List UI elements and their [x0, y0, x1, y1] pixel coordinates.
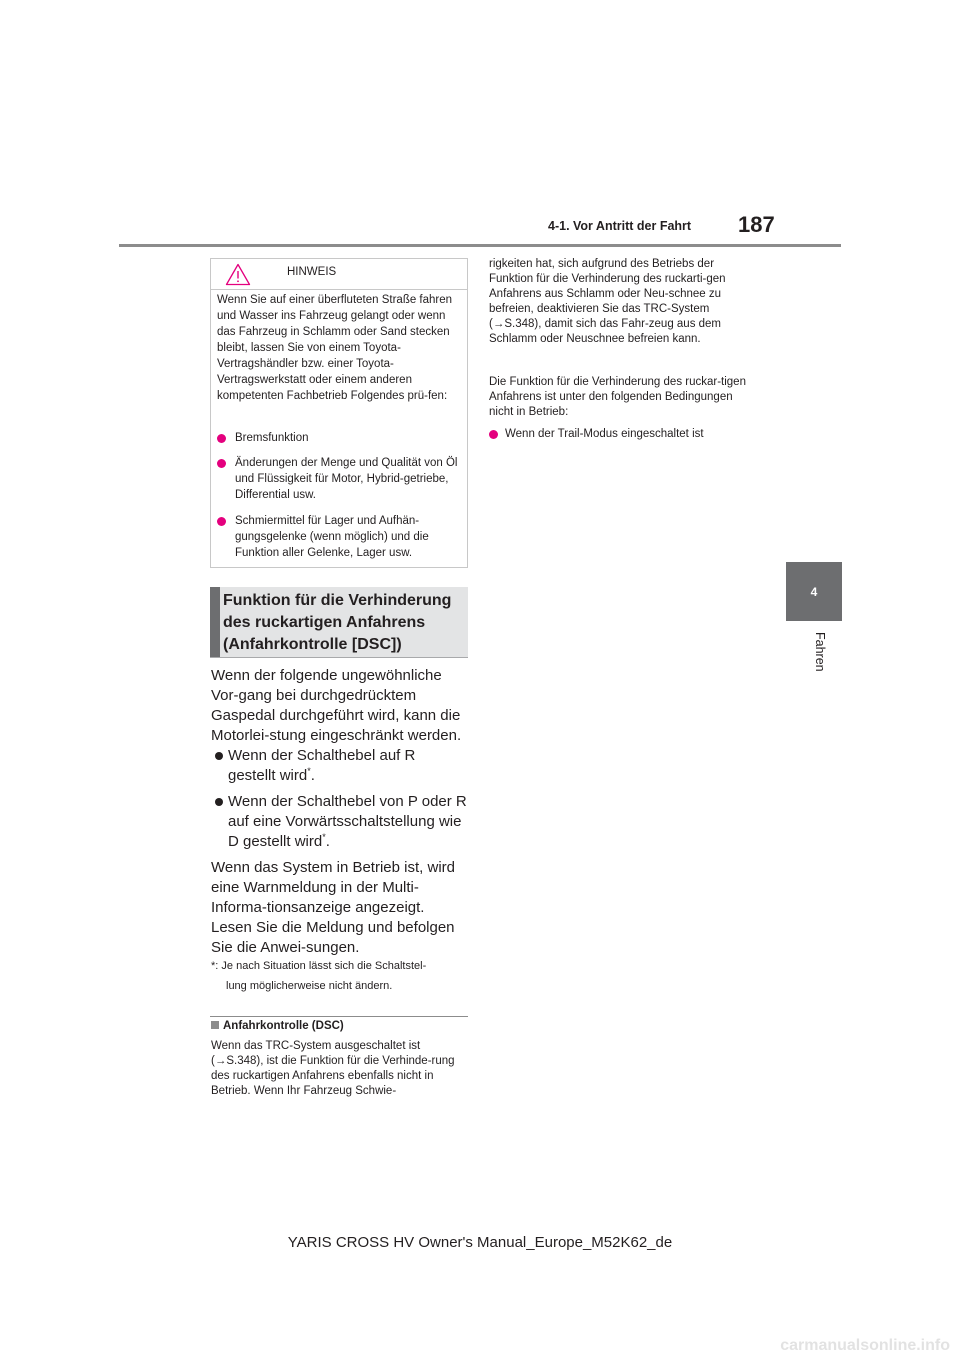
list-item: Wenn der Trail-Modus eingeschaltet ist: [489, 427, 757, 442]
bullet-icon: [215, 752, 223, 760]
chapter-number: 4: [810, 584, 818, 599]
bullet-icon: [489, 430, 498, 439]
square-bullet-icon: [211, 1021, 219, 1029]
footnote-text: Je nach Situation lässt sich die Schaltstel-: [221, 960, 427, 972]
notice-box: [210, 258, 468, 568]
list-item: Wenn der Schalthebel von P oder R auf eine Vorwärtsschaltstellung wie D gestellt wird*.: [211, 792, 467, 852]
footnote-mark: *:: [211, 960, 219, 972]
section-heading: [210, 587, 468, 658]
footnote: [211, 956, 467, 996]
notice-list-item: Schmiermittel für Lager und Aufhän-gungsgelenke (wenn möglich) und die Funktion aller Gelenke, Lager usw.: [217, 513, 463, 561]
watermark: carmanualsonline.info: [780, 1337, 950, 1354]
bullet-icon: [217, 434, 226, 443]
notice-list-item: Bremsfunktion: [217, 430, 463, 446]
notice-list-item: Änderungen der Menge und Qualität von Öl und Flüssigkeit für Motor, Hybrid-getriebe, Differential usw.: [217, 455, 463, 503]
header-section-title: 4-1. Vor Antritt der Fahrt: [548, 219, 692, 233]
section-paragraph: Wenn das System in Betrieb ist, wird eine Warnmeldung in der Multi-Informa-tionsanzeige angezeigt. Lesen Sie die Meldung und befolgen Sie die Anwei-sungen.: [211, 859, 455, 956]
bullet-icon: [217, 517, 226, 526]
header-divider: [119, 244, 841, 247]
bullet-icon: [217, 459, 226, 468]
section-intro: Wenn der folgende ungewöhnliche Vor-gang bei durchgedrücktem Gaspedal durchgeführt wird, kann die Motorlei-stung eingeschränkt werden.: [211, 667, 462, 744]
subsection-divider: [210, 1016, 468, 1017]
right-paragraph: rigkeiten hat, sich aufgrund des Betriebs der Funktion für die Verhinderung des ruckarti-gen Anfahrens aus Schlamm oder Neu-schnee zu befreien, deaktivieren Sie das TRC-System (→S.348), damit sich das Fahr-zeug aus dem Schlamm oder Neuschnee befreien kann.: [489, 258, 726, 345]
footer-text: YARIS CROSS HV Owner's Manual_Europe_M52K62_de: [287, 1234, 673, 1251]
page-number: 187: [738, 212, 775, 237]
subsection-heading: Anfahrkontrolle (DSC): [211, 1020, 344, 1032]
list-item: Wenn der Schalthebel auf R gestellt wird*.: [211, 746, 467, 786]
warning-triangle-icon: [225, 263, 251, 286]
right-paragraph: Die Funktion für die Verhinderung des ruckar-tigen Anfahrens ist unter den folgenden Bedingungen nicht in Betrieb:: [489, 376, 746, 418]
chapter-tab: [786, 562, 842, 621]
chapter-title-vertical: [800, 632, 828, 692]
footnote-text: lung möglicherweise nicht ändern.: [226, 980, 393, 992]
bullet-icon: [215, 798, 223, 806]
heading-accent-bar: [210, 587, 220, 657]
subsection-paragraph: Wenn das TRC-System ausgeschaltet ist (→S.348), ist die Funktion für die Verhinde-rung des ruckartigen Anfahrens ebenfalls nicht in Betrieb. Wenn Ihr Fahrzeug Schwie-: [211, 1040, 455, 1097]
notice-header: [211, 259, 467, 290]
notice-title: HINWEIS: [287, 266, 337, 278]
chapter-title: Fahren: [813, 632, 827, 672]
section-title: Funktion für die Verhinderung des ruckartigen Anfahrens (Anfahrkontrolle [DSC]): [223, 592, 452, 653]
notice-intro: Wenn Sie auf einer überfluteten Straße fahren und Wasser ins Fahrzeug gelangt oder wenn das Fahrzeug in Schlamm oder Sand stecken bleibt, lassen Sie von einem Toyota-Vertragshändler bzw. einer Toyota-Vertragswerkstatt oder einem anderen kompetenten Fachbetrieb Folgendes prü-fen:: [217, 294, 453, 402]
